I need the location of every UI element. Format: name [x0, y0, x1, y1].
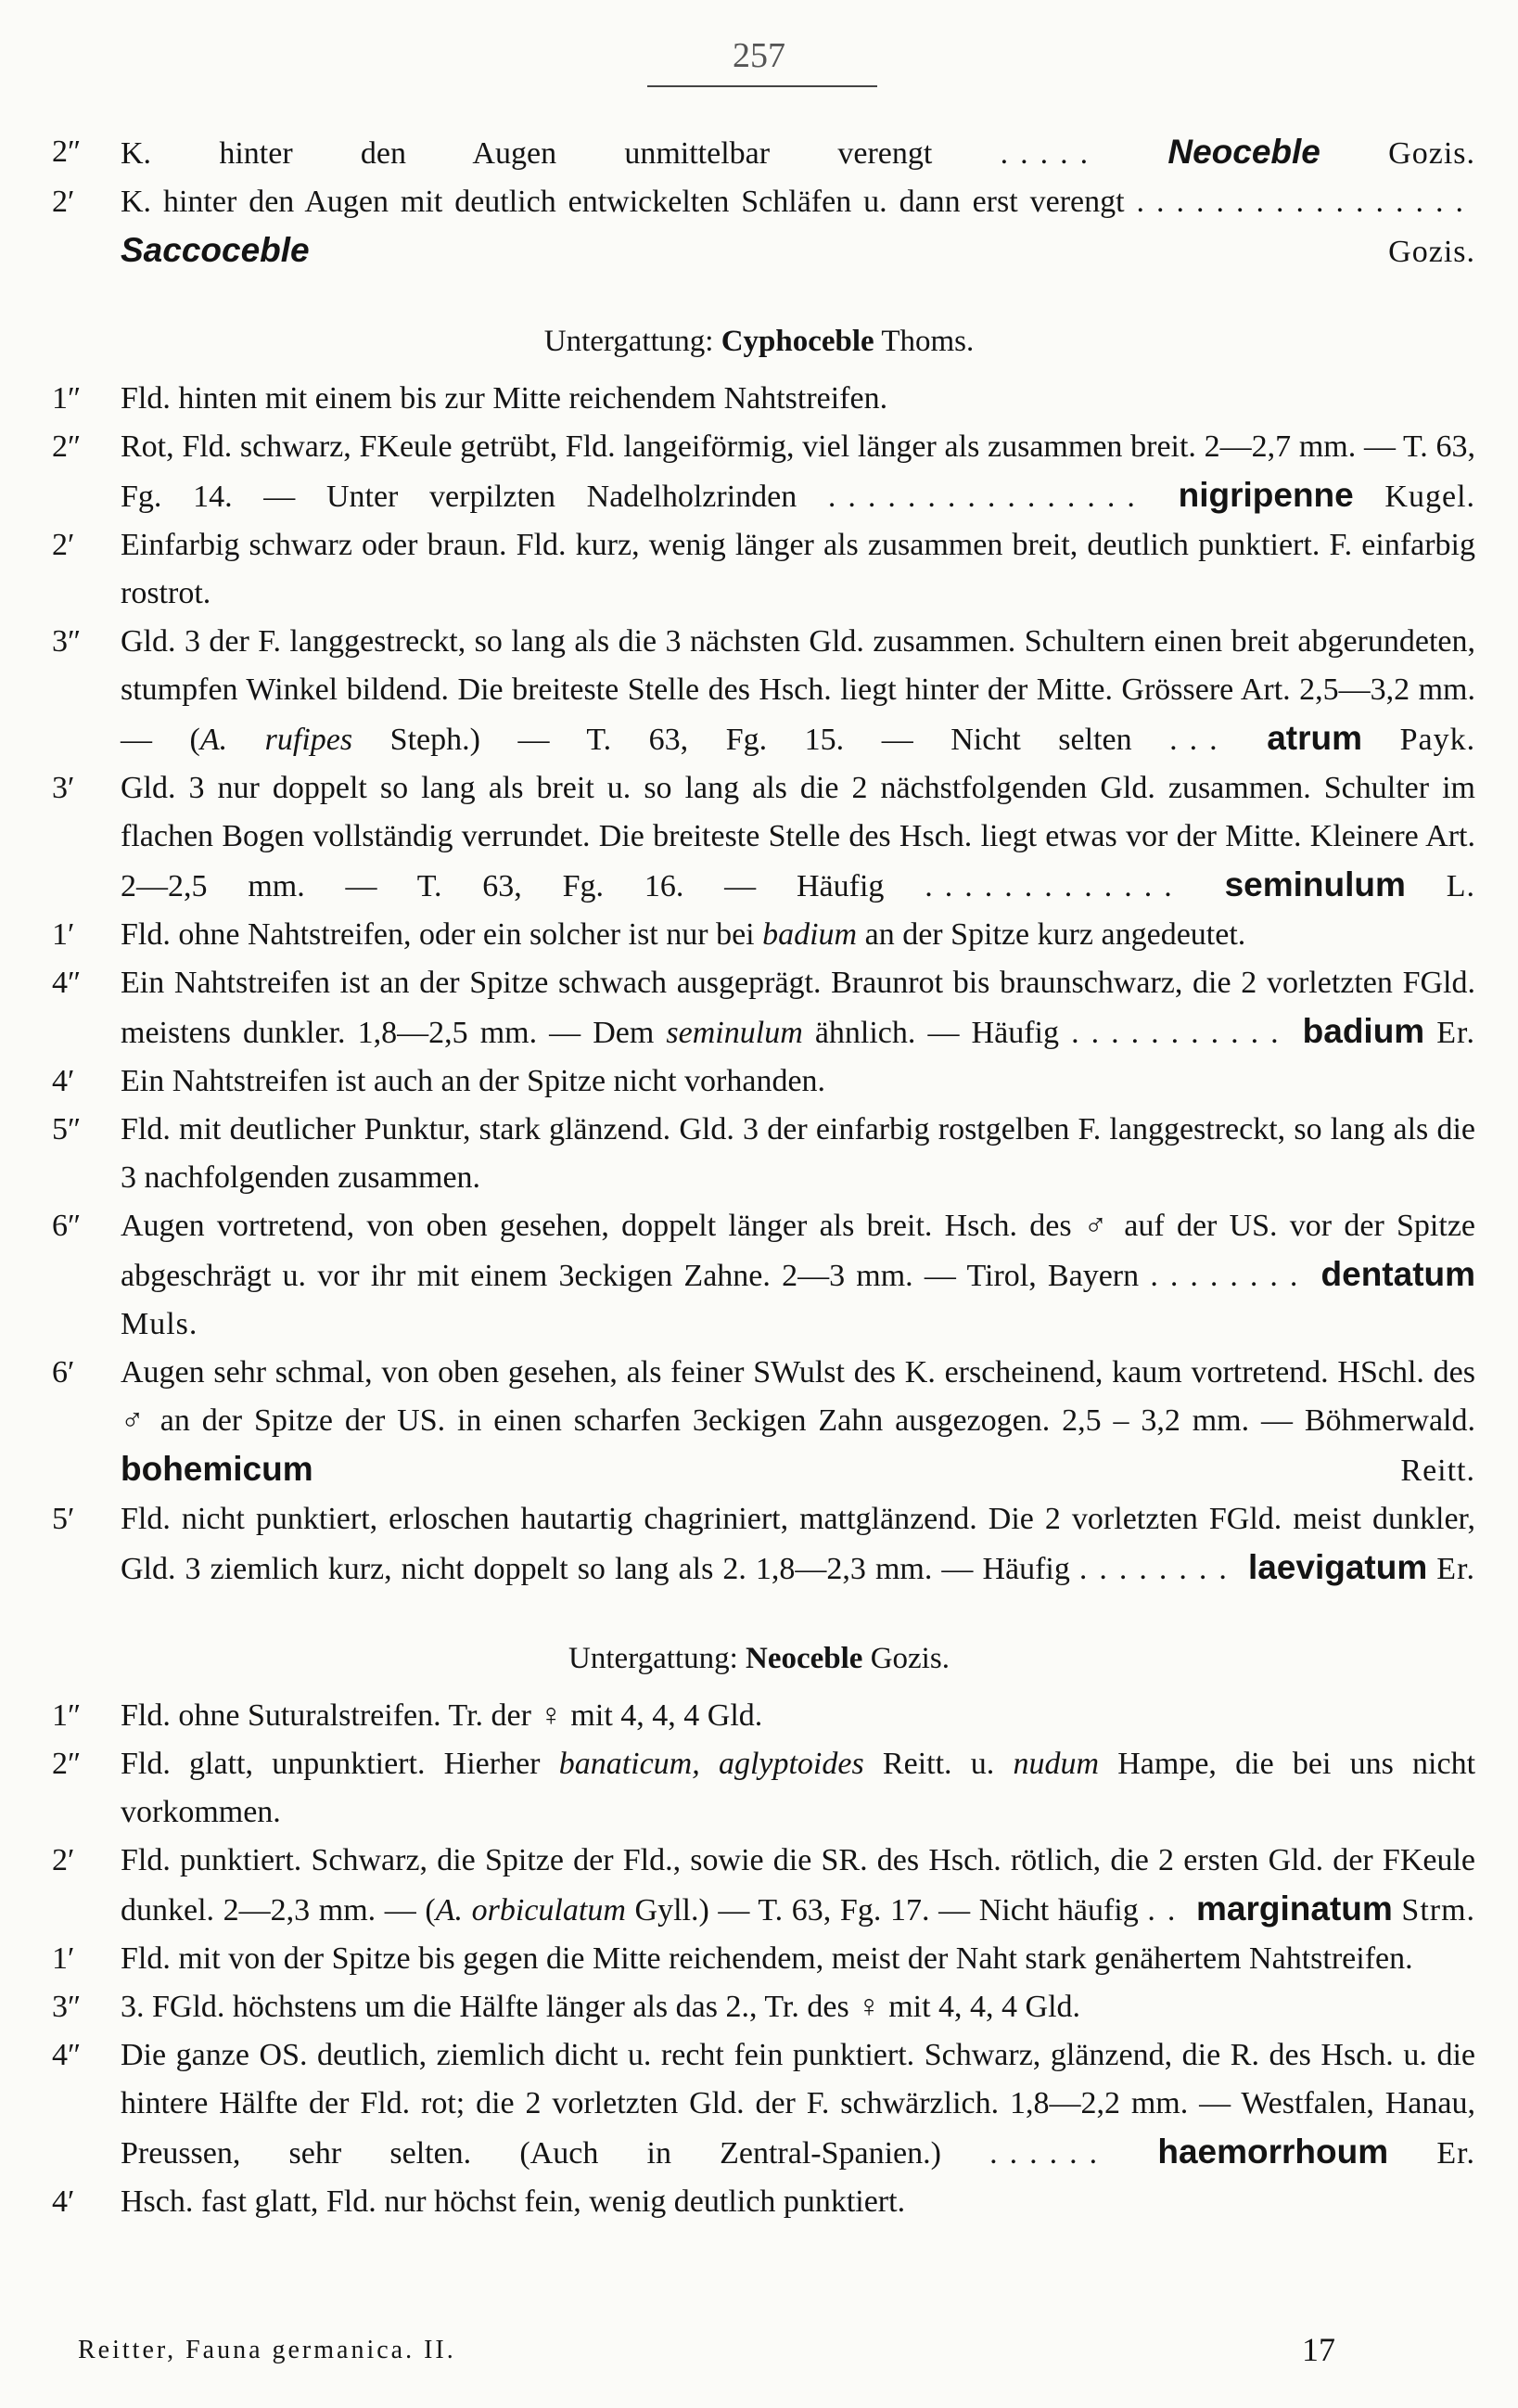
couplet-text: Fld. punktiert. Schwarz, die Spitze der Fld., sowie die SR. des Hsch. rötlich, die 2 ersten Gld. der FKeule dunkel. 2—2,3 mm. — (: [121, 1843, 1475, 1928]
subgenus-prefix: Untergattung:: [543, 325, 714, 358]
header-rule: [647, 85, 877, 87]
species-name: nigripenne: [1178, 476, 1354, 514]
couplet-text: Fld. glatt, unpunktiert. Hierher: [121, 1747, 541, 1781]
couplet-text: an der Spitze kurz angedeutet.: [864, 917, 1246, 952]
key-couplet: [43, 521, 1475, 618]
couplet-text: Fld. nicht punktiert, erloschen hautartig chagriniert, mattglänzend. Die 2 vorletzten FGld. meist dunkler, Gld. 3 ziemlich kurz, nicht doppelt so lang als 2. 1,8—2,3 mm. — Häufig: [121, 1502, 1475, 1586]
species-reference: banaticum, aglyptoides: [558, 1747, 864, 1781]
couplet-text: Fld. ohne Suturalstreifen. Tr. der ♀ mit 4, 4, 4 Gld.: [121, 1698, 763, 1733]
author-name: Reitt.: [1400, 1454, 1475, 1488]
couplet-number: 4′: [52, 1064, 75, 1098]
genus-name: Saccoceble: [121, 231, 310, 269]
couplet-number: 1′: [52, 1941, 75, 1976]
couplet-number: 2′: [52, 185, 75, 219]
leader-dots: .................: [1136, 185, 1475, 219]
couplet-number: 5′: [52, 1502, 75, 1536]
couplet-number: 1″: [52, 1698, 82, 1733]
synonym-name: A. orbiculatum: [435, 1893, 626, 1928]
key-couplet: [43, 1057, 1475, 1106]
species-reference: badium: [762, 917, 858, 952]
species-name: marginatum: [1196, 1889, 1393, 1928]
couplet-text: Steph.) — T. 63, Fg. 15. — Nicht selten: [389, 723, 1132, 757]
couplet-number: 3″: [52, 624, 82, 659]
couplet-text: 3. FGld. höchstens um die Hälfte länger als das 2., Tr. des ♀ mit 4, 4, 4 Gld.: [121, 1990, 1081, 2024]
key-couplet: [43, 1740, 1475, 1837]
species-name: seminulum: [1224, 865, 1406, 903]
species-name: haemorrhoum: [1157, 2133, 1389, 2171]
subgenus-name: Neoceble: [746, 1642, 863, 1675]
author-name: Payk.: [1399, 723, 1476, 757]
key-couplet: [43, 2031, 1475, 2178]
author-name: Er.: [1436, 2136, 1476, 2171]
author-name: Strm.: [1401, 1893, 1476, 1928]
couplet-text: Ein Nahtstreifen ist auch an der Spitze nicht vorhanden.: [121, 1064, 826, 1098]
key-couplet: [43, 911, 1475, 959]
key-couplet: [43, 1692, 1475, 1740]
signature-mark: 17: [1302, 2331, 1335, 2368]
species-name: laevigatum: [1247, 1548, 1428, 1586]
synonym-name: A. rufipes: [199, 723, 353, 757]
couplet-text: Fld. mit deutlicher Punktur, stark glänzend. Gld. 3 der einfarbig rostgelben F. langgestreckt, so lang als die 3 nachfolgenden zusammen.: [121, 1112, 1475, 1195]
couplet-number: 2″: [52, 1747, 82, 1781]
species-reference: seminulum: [666, 1016, 803, 1050]
couplet-number: 4″: [52, 966, 82, 1000]
key-text: [43, 128, 1475, 2226]
couplet-number: 1″: [52, 381, 82, 416]
couplet-text: Die ganze OS. deutlich, ziemlich dicht u. recht fein punktiert. Schwarz, glänzend, die R. des Hsch. u. die hintere Hälfte der Fld. rot; die 2 vorletzten Gld. der F. schwärzlich. 1,8—2,2 mm. — Westfalen, Hanau, Preussen, sehr selten. (Auch in Zentral-Spanien.): [121, 2038, 1475, 2171]
couplet-text: Augen sehr schmal, von oben gesehen, als feiner SWulst des K. erscheinend, kaum vortretend. HSchl. des ♂ an der Spitze der US. in einen scharfen 3eckigen Zahn ausgezogen. 2,5 – 3,2 mm. — Böhmerwald.: [121, 1355, 1475, 1438]
key-couplet: [43, 1837, 1475, 1935]
leader-dots: ................: [827, 480, 1147, 514]
author-name: Muls.: [121, 1307, 198, 1341]
author-name: Er.: [1436, 1016, 1475, 1050]
author-name: Er.: [1436, 1552, 1476, 1586]
couplet-text: Augen vortretend, von oben gesehen, doppelt länger als breit. Hsch. des ♂ auf der US. vor der Spitze abgeschrägt u. vor ihr mit einem 3eckigen Zahne. 2—3 mm. — Tirol, Bayern: [121, 1209, 1475, 1293]
subgenus-heading: [43, 317, 1475, 365]
species-name: atrum: [1267, 719, 1363, 757]
key-couplet: [43, 423, 1475, 521]
species-name: bohemicum: [121, 1450, 313, 1488]
couplet-number: 1′: [52, 917, 75, 952]
key-couplet: [43, 764, 1475, 911]
subgenus-heading: [43, 1634, 1475, 1683]
author-name: Gozis.: [1388, 235, 1475, 269]
species-name: dentatum: [1320, 1255, 1476, 1293]
couplet-number: 5″: [52, 1112, 82, 1146]
couplet-text: Ein Nahtstreifen ist an der Spitze schwach ausgeprägt. Braunrot bis braunschwarz, die 2 vorletzten FGld. meistens dunkler. 1,8—2,5 mm. — Dem: [121, 966, 1475, 1050]
subgenus-author: Gozis.: [870, 1642, 950, 1675]
author-name: Kugel.: [1384, 480, 1476, 514]
couplet-text: Fld. ohne Nahtstreifen, oder ein solcher ist nur bei: [121, 917, 755, 952]
key-couplet: [43, 178, 1475, 276]
couplet-number: 4″: [52, 2038, 82, 2072]
key-couplet: [43, 375, 1475, 423]
author-name: Gozis.: [1388, 136, 1475, 171]
couplet-number: 2′: [52, 1843, 75, 1877]
couplet-number: 3′: [52, 771, 75, 805]
species-name: badium: [1302, 1012, 1425, 1050]
key-couplet: [43, 2178, 1475, 2226]
couplet-number: 4′: [52, 2184, 75, 2219]
key-couplet: [43, 1935, 1475, 1983]
couplet-text: Fld. hinten mit einem bis zur Mitte reichendem Nahtstreifen.: [121, 381, 888, 416]
couplet-text: Hampe, die bei uns nicht vorkommen.: [121, 1747, 1476, 1829]
leader-dots: ...: [1169, 723, 1230, 757]
subgenus-name: Cyphoceble: [721, 325, 874, 358]
couplet-text: ähnlich. — Häufig: [814, 1016, 1059, 1050]
couplet-text: (: [189, 723, 200, 757]
couplet-text: Gld. 3 nur doppelt so lang als breit u. so lang als die 2 nächstfolgenden Gld. zusammen. Schulter im flachen Bogen vollständig verrundet. Die breiteste Stelle des Hsch. liegt etwas vor der Mitte. Kleinere Art. 2—2,5 mm. — T. 63, Fg. 16. — Häufig: [121, 771, 1475, 903]
couplet-number: 2′: [52, 528, 75, 562]
leader-dots: ...........: [1071, 1016, 1291, 1050]
page-number: 257: [733, 36, 785, 75]
couplet-number: 2″: [52, 134, 82, 169]
running-title: Reitter, Fauna germanica. II.: [78, 2336, 456, 2364]
leader-dots: ........: [1150, 1259, 1310, 1293]
leader-dots: ........: [1078, 1552, 1239, 1586]
couplet-number: 6″: [52, 1209, 82, 1243]
leader-dots: .............: [925, 869, 1184, 903]
couplet-text: Gyll.) — T. 63, Fg. 17. — Nicht häufig: [634, 1893, 1139, 1928]
species-reference: nudum: [1013, 1747, 1100, 1781]
couplet-text: Hsch. fast glatt, Fld. nur höchst fein, wenig deutlich punktiert.: [121, 2184, 906, 2219]
subgenus-author: Thoms.: [881, 325, 975, 358]
key-couplet: [43, 1106, 1475, 1202]
leader-dots: ......: [989, 2136, 1110, 2171]
key-couplet: [43, 1495, 1475, 1594]
couplet-text: K. hinter den Augen unmittelbar verengt: [121, 136, 933, 171]
author-name: L.: [1446, 869, 1476, 903]
key-couplet: [43, 618, 1475, 764]
couplet-text: Fld. mit von der Spitze bis gegen die Mitte reichendem, meist der Naht stark genähertem Nahtstreifen.: [121, 1941, 1413, 1976]
couplet-number: 3″: [52, 1990, 82, 2024]
couplet-text: Gld. 3 der F. langgestreckt, so lang als die 3 nächsten Gld. zusammen. Schultern einen breit abgerundeten, stumpfen Winkel bildend. Die breiteste Stelle des Hsch. liegt hinter der Mitte. Grössere Art. 2,5—3,2 mm. —: [121, 624, 1475, 757]
genus-name: Neoceble: [1167, 133, 1320, 171]
key-couplet: [43, 959, 1475, 1057]
couplet-text: Reitt. u.: [882, 1747, 995, 1781]
key-couplet: [43, 128, 1475, 178]
couplet-number: 2″: [52, 429, 82, 464]
couplet-text: Rot, Fld. schwarz, FKeule getrübt, Fld. langeiförmig, viel länger als zusammen breit. 2—2,7 mm. — T. 63, Fg. 14. — Unter verpilzten Nadelholzrinden: [121, 429, 1475, 514]
leader-dots: ..: [1147, 1893, 1188, 1928]
subgenus-prefix: Untergattung:: [568, 1642, 738, 1675]
couplet-text: Einfarbig schwarz oder braun. Fld. kurz, wenig länger als zusammen breit, deutlich punktiert. F. einfarbig rostrot.: [121, 528, 1475, 610]
couplet-number: 6′: [52, 1355, 75, 1390]
couplet-text: K. hinter den Augen mit deutlich entwickelten Schläfen u. dann erst verengt: [121, 185, 1125, 219]
key-couplet: [43, 1349, 1475, 1495]
key-couplet: [43, 1202, 1475, 1349]
key-couplet: [43, 1983, 1475, 2031]
leader-dots: .....: [1000, 136, 1101, 171]
